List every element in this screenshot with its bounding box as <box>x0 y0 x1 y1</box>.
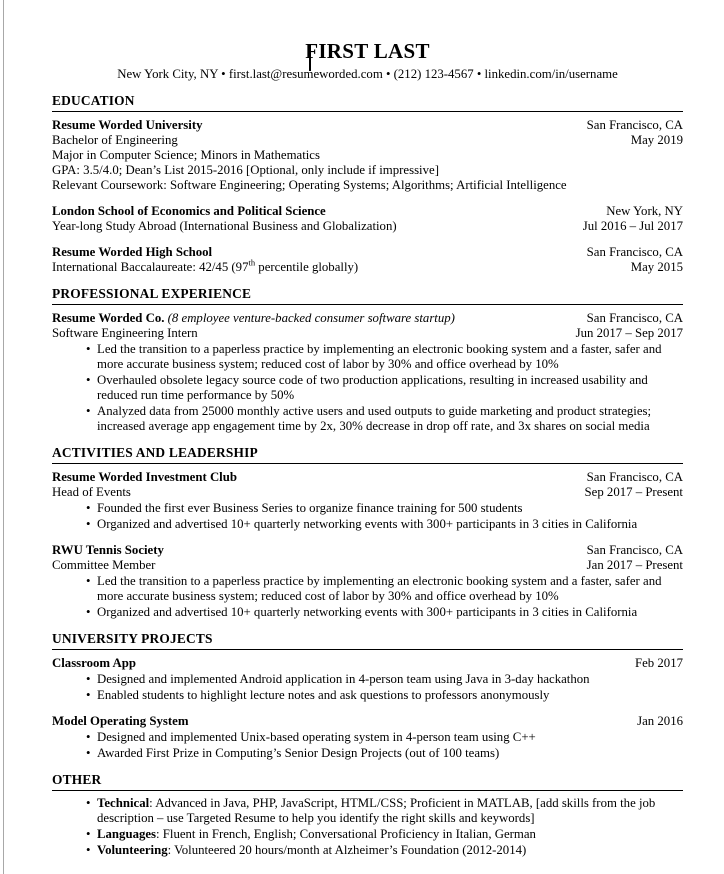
company-note: (8 employee venture-backed consumer software startup) <box>167 311 455 325</box>
org-name: Resume Worded Investment Club <box>52 470 237 484</box>
experience-entry <box>52 311 683 434</box>
superscript-th: th <box>248 257 256 268</box>
org-date: Jan 2017 – Present <box>586 558 683 572</box>
school-detail: GPA: 3.5/4.0; Dean’s List 2015-2016 [Optional, only include if impressive] <box>52 163 439 177</box>
job-role: Software Engineering Intern <box>52 326 198 340</box>
school-location: San Francisco, CA <box>586 245 683 259</box>
education-entry <box>52 245 683 275</box>
org-location: San Francisco, CA <box>586 470 683 484</box>
org-date: Sep 2017 – Present <box>584 485 683 499</box>
section-heading-activities: ACTIVITIES AND LEADERSHIP <box>52 445 683 464</box>
education-entry <box>52 204 683 234</box>
activity-entry <box>52 470 683 532</box>
bullet-list <box>52 342 683 434</box>
project-entry <box>52 714 683 761</box>
bullet-item: • Led the transition to a paperless practice by implementing an electronic booking system and a faster, safer and more accurate business system; reduced cost of labor by 30% and office overhead by 10% <box>52 342 683 372</box>
contact-line: New York City, NY • first.last@resumeworded.com • (212) 123-4567 • linkedin.com/in/username <box>117 67 618 81</box>
skill-label: Languages <box>97 827 157 841</box>
school-degree: Bachelor of Engineering <box>52 133 178 147</box>
bullet-item: • Designed and implemented Android application in 4-person team using Java in 3-day hackathon <box>52 672 683 687</box>
bullet-item: • Overhauled obsolete legacy source code of two production applications, resulting in increased usability and reduced run time performance by 50% <box>52 373 683 403</box>
bullet-item: • Enabled students to highlight lecture notes and ask questions to professors anonymously <box>52 688 683 703</box>
bullet-item <box>52 843 683 858</box>
project-title: Model Operating System <box>52 714 189 728</box>
section-heading-education: EDUCATION <box>52 93 683 112</box>
skill-text: : Volunteered 20 hours/month at Alzheimer’s Foundation (2012-2014) <box>167 843 527 857</box>
org-role: Committee Member <box>52 558 156 572</box>
bullet-item: • Led the transition to a paperless practice by implementing an electronic booking system and a faster, safer and more accurate business system; reduced cost of labor by 30% and office overhead by 10% <box>52 574 683 604</box>
project-date: Jan 2016 <box>637 714 683 728</box>
org-location: San Francisco, CA <box>586 543 683 557</box>
company-name: Resume Worded Co. <box>52 311 165 325</box>
bullet-list <box>52 501 683 532</box>
bullet-list <box>52 672 683 703</box>
school-degree: Year-long Study Abroad (International Business and Globalization) <box>52 219 397 233</box>
job-date: Jun 2017 – Sep 2017 <box>575 326 683 340</box>
bullet-list <box>52 730 683 761</box>
bullet-item: • Awarded First Prize in Computing’s Senior Design Projects (out of 100 teams) <box>52 746 683 761</box>
project-date: Feb 2017 <box>635 656 683 670</box>
bullet-item: • Founded the first ever Business Series to organize finance training for 500 students <box>52 501 683 516</box>
section-heading-projects: UNIVERSITY PROJECTS <box>52 631 683 650</box>
school-name: Resume Worded University <box>52 118 203 132</box>
bullet-list <box>52 574 683 620</box>
school-name: London School of Economics and Political Science <box>52 204 326 218</box>
bullet-item: • Designed and implemented Unix-based operating system in 4-person team using C++ <box>52 730 683 745</box>
bullet-list <box>52 796 683 858</box>
school-detail: Major in Computer Science; Minors in Mathematics <box>52 148 320 162</box>
bullet-item: • Analyzed data from 25000 monthly active users and used outputs to guide marketing and product strategies; increased average app engagement time by 2x, 30% decrease in drop off rate, and 3x shares on social media <box>52 404 683 434</box>
school-location: New York, NY <box>606 204 683 218</box>
skill-text: : Advanced in Java, PHP, JavaScript, HTML/CSS; Proficient in MATLAB, [add skills from the job description – use Targeted Resume to help you identify the right skills and keywords] <box>97 796 656 825</box>
skill-text: : Fluent in French, English; Conversational Proficiency in Italian, German <box>156 827 536 841</box>
project-title: Classroom App <box>52 656 137 670</box>
page-title: FIRST LAST <box>305 39 430 63</box>
company-location: San Francisco, CA <box>586 311 683 325</box>
activity-entry <box>52 543 683 620</box>
project-entry <box>52 656 683 703</box>
section-heading-experience: PROFESSIONAL EXPERIENCE <box>52 286 683 305</box>
school-date: May 2019 <box>630 133 683 147</box>
school-location: San Francisco, CA <box>586 118 683 132</box>
skill-label: Volunteering <box>97 843 168 857</box>
school-date: May 2015 <box>630 260 683 274</box>
school-detail: Relevant Coursework: Software Engineering; Operating Systems; Algorithms; Artificial Intelligence <box>52 178 567 192</box>
org-name: RWU Tennis Society <box>52 543 164 557</box>
bullet-item <box>52 796 683 826</box>
bullet-item <box>52 827 683 842</box>
education-entry <box>52 118 683 193</box>
bullet-item: • Organized and advertised 10+ quarterly networking events with 300+ participants in 3 cities in California <box>52 605 683 620</box>
bullet-item: • Organized and advertised 10+ quarterly networking events with 300+ participants in 3 cities in California <box>52 517 683 532</box>
section-heading-other: OTHER <box>52 772 683 791</box>
school-degree: International Baccalaureate: 42/45 (97th percentile globally) <box>52 257 359 274</box>
skill-label: Technical <box>97 796 150 810</box>
school-date: Jul 2016 – Jul 2017 <box>582 219 683 233</box>
org-role: Head of Events <box>52 485 131 499</box>
school-name: Resume Worded High School <box>52 245 213 259</box>
